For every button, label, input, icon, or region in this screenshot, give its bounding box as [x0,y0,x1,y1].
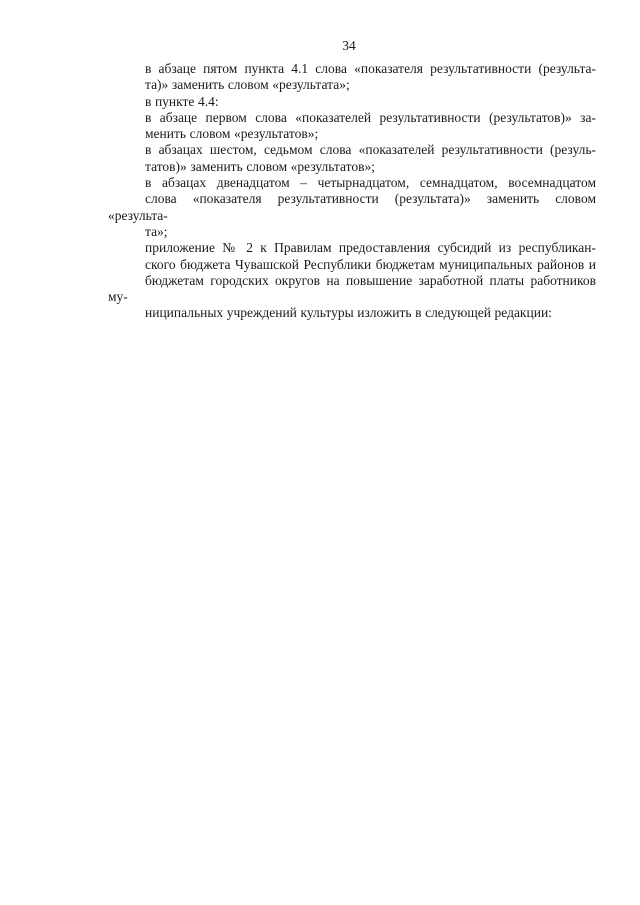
document-body [108,61,596,322]
paragraph-clause-4-1 [108,61,596,94]
text-line: в абзацах шестом, седьмом слова «показателей результативности (резуль- [145,142,596,158]
text-line: приложение № 2 к Правилам предоставления субсидий из республикан- [145,240,596,256]
text-line: в пункте 4.4: [145,93,219,109]
text-line: та)» заменить словом «результата»; [145,77,350,93]
text-line: в абзаце первом слова «показателей результативности (результатов)» за- [145,109,596,125]
text-line: слова «показателя результативности (результата)» заменить словом «результа- [108,191,596,223]
page-number: 34 [342,38,356,53]
text-line: бюджетам городских округов на повышение заработной платы работников му- [108,272,596,305]
text-line: ниципальных учреждений культуры изложить в следующей редакции: [145,305,552,321]
text-line: в абзацах двенадцатом – четырнадцатом, семнадцатом, восемнадцатом [145,175,596,191]
paragraph-clause-4-4 [108,94,596,110]
text-line: менить словом «результатов»; [145,126,319,142]
text-line: ского бюджета Чувашской Республики бюджетам муниципальных районов и [145,256,596,272]
paragraph-twelfth-eighteenth-abzac [108,175,596,240]
paragraph-appendix-2 [108,240,596,321]
paragraph-first-abzac [108,110,596,143]
paragraph-sixth-seventh-abzac [108,142,596,175]
text-line: та»; [145,223,168,239]
text-line: татов)» заменить словом «результатов»; [145,158,375,174]
text-line: в абзаце пятом пункта 4.1 слова «показателя результативности (результа- [145,61,596,76]
